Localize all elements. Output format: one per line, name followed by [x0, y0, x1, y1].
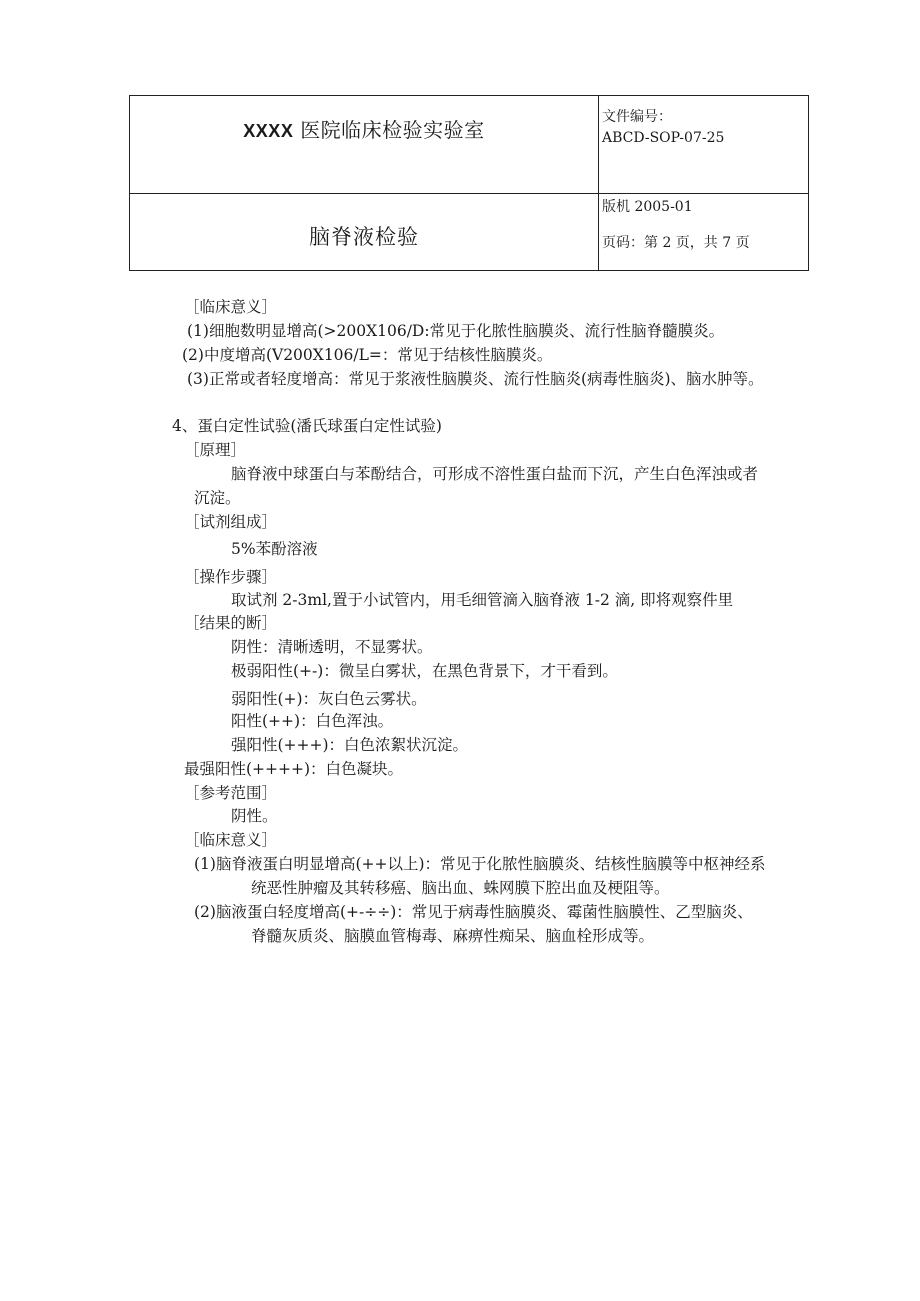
- table-divider-horizontal: [130, 193, 808, 194]
- paragraph-line: 脊髓灰质炎、脑膜血管梅毒、麻痹性痴呆、脑血栓形成等。: [251, 927, 655, 945]
- paragraph-line: (2)脑液蛋白轻度增高(+-÷÷)：常见于病毒性脑膜炎、霉菌性脑膜性、乙型脑炎、: [194, 903, 753, 921]
- section-heading-clinical: ［临床意义］: [184, 298, 278, 316]
- paragraph-line: 最强阳性(++++)：白色凝块。: [184, 760, 404, 778]
- paragraph-line: (2)中度增高(V200X106/L=：常见于结核性脑膜炎。: [182, 346, 553, 364]
- lab-prefix: XXXX: [243, 121, 294, 141]
- section-heading-procedure: ［操作步骤］: [184, 568, 278, 586]
- table-divider-vertical: [598, 96, 599, 270]
- paragraph-line: (1)脑脊液蛋白明显增高(++以上)：常见于化脓性脑膜炎、结核性脑膜等中枢神经系: [194, 855, 766, 873]
- paragraph-line: 取试剂 2-3ml,置于小试管内，用毛细管滴入脑脊液 1-2 滴, 即将观察件里: [231, 591, 734, 609]
- file-number-label: 文件编号：: [602, 109, 672, 125]
- paragraph-line: 沉淀。: [194, 489, 241, 507]
- section-heading-principle: ［原理］: [184, 441, 247, 459]
- paragraph-line: (3)正常或者轻度增高：常见于浆液性脑膜炎、流行性脑炎(病毒性脑炎)、脑水肿等。: [187, 370, 764, 388]
- document-title: 脑脊液检验: [309, 225, 419, 249]
- version-info: 版机 2005-01: [602, 199, 693, 215]
- paragraph-line: 5%苯酚溶液: [231, 540, 318, 558]
- paragraph-line: 统恶性肿瘤及其转移癌、脑出血、蛛网膜下腔出血及梗阻等。: [251, 879, 670, 897]
- lab-name-text: 医院临床检验实验室: [300, 118, 485, 142]
- paragraph-line: 阴性。: [231, 807, 278, 825]
- paragraph-line: 脑脊液中球蛋白与苯酚结合，可形成不溶性蛋白盐而下沉，产生白色浑浊或者: [231, 465, 759, 483]
- section-heading-reference: ［参考范围］: [184, 784, 278, 802]
- file-number: ABCD-SOP-07-25: [602, 130, 725, 146]
- paragraph-line: 极弱阳性(+-)：微呈白雾状，在黑色背景下，才干看到。: [231, 662, 618, 680]
- header-table: [129, 95, 809, 271]
- paragraph-line: 阴性：清晰透明，不显雾状。: [231, 638, 433, 656]
- paragraph-line: 阳性(++)：白色浑浊。: [231, 712, 394, 730]
- section-heading-clinical-2: ［临床意义］: [184, 831, 278, 849]
- paragraph-line: 弱阳性(+)：灰白色云雾状。: [231, 690, 427, 708]
- section-heading-reagent: ［试剂组成］: [184, 513, 278, 531]
- section-title-protein-test: 4、蛋白定性试验(潘氏球蛋白定性试验): [172, 417, 442, 435]
- page-info: 页码：第 2 页，共 7 页: [602, 235, 750, 251]
- lab-name: [130, 114, 598, 143]
- paragraph-line: (1)细胞数明显增高(>200X106∕D:常见于化脓性脑膜炎、流行性脑脊髓膜炎。: [187, 322, 725, 340]
- paragraph-line: 强阳性(+++)：白色浓絮状沉淀。: [231, 736, 469, 754]
- section-heading-result: ［结果的断］: [184, 614, 278, 632]
